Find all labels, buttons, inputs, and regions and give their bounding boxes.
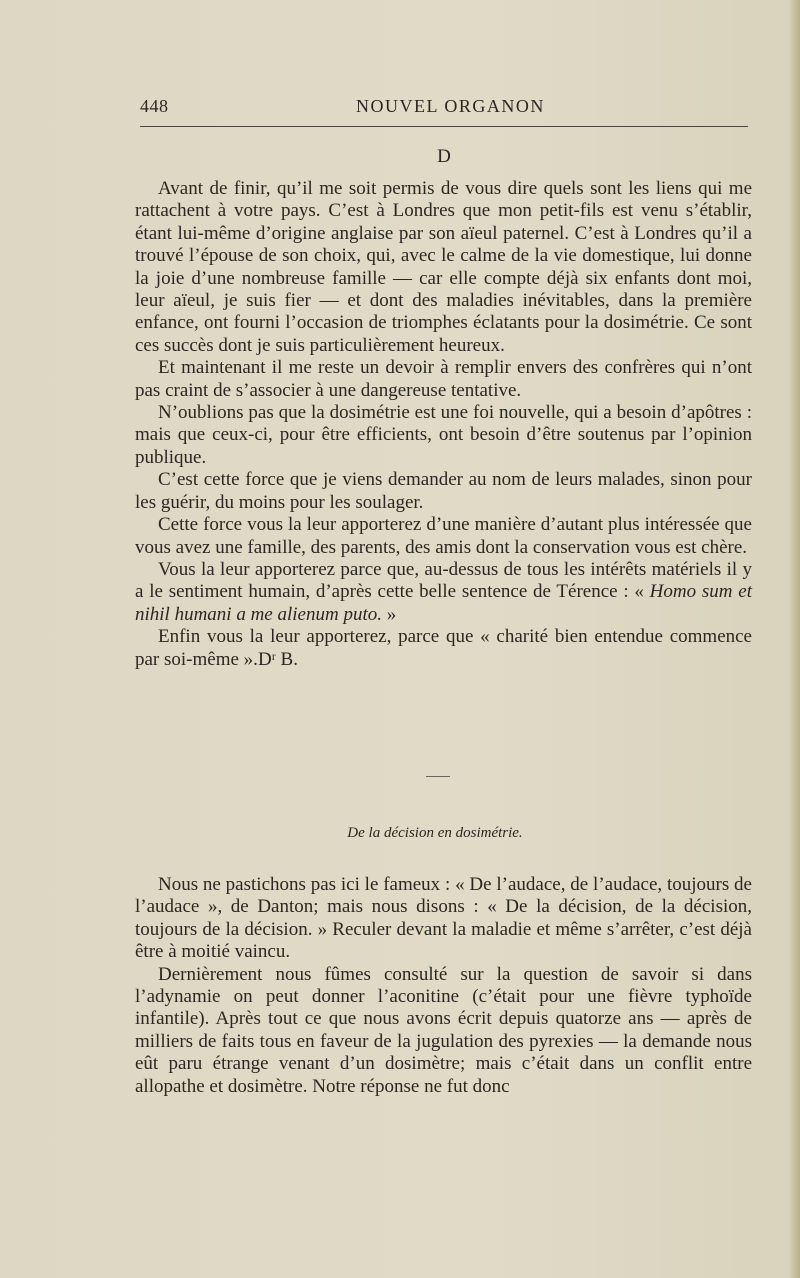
header-rule [140, 126, 748, 127]
signature-letter: D [437, 146, 451, 167]
paragraph: Avant de finir, qu’il me soit permis de vous dire quels sont les liens qui me rattachent à votre pays. C’est à Londres que mon petit-fils est venu s’établir, étant lui-même d’origine anglaise par son aïeul paternel. C’est à Londres qu’il a trouvé l’épouse de son choix, qui, avec le calme de la vie domestique, lui donne la joie d’une nombreuse famille — car elle compte déjà six enfants dont moi, leur aïeul, je suis fier — et dont des maladies inévitables, dans la première enfance, ont fourni l’occasion de triomphes éclatants pour la dosimétrie. Ce sont ces succès dont je suis particulièrement heureux. [135, 178, 752, 356]
paragraph: Cette force vous la leur apporterez d’une manière d’autant plus intéressée que vous avez une famille, des parents, des amis dont la conservation vous est chère. [135, 514, 752, 558]
paragraph [135, 559, 752, 626]
letter-body [135, 178, 752, 671]
paragraph-with-signature [135, 626, 752, 671]
running-header [140, 96, 748, 124]
paragraph: N’oublions pas que la dosimétrie est une foi nouvelle, qui a besoin d’apôtres : mais que ceux-ci, pour être efficients, ont besoin d’être soutenus par l’opinion publique. [135, 402, 752, 468]
section-divider [426, 776, 450, 777]
latin-quote: Homo sum et nihil humani a me alienum puto. [135, 581, 752, 625]
paragraph: Dernièrement nous fûmes consulté sur la question de savoir si dans l’adynamie on peut donner l’aconitine (c’était pour une fièvre typhoïde infantile). Après tout ce que nous avons écrit depuis quatorze ans — après de milliers de faits tous en faveur de la jugulation des pyrexies — la demande nous eût paru étrange venant d’un dosimètre; mais c’était dans un conflit entre allopathe et dosimètre. Notre réponse ne fut donc [135, 963, 752, 1097]
signature: Dʳ B. [257, 648, 298, 670]
section-title: De la décision en dosimétrie. [347, 825, 523, 841]
page-edge-shadow [788, 0, 800, 1278]
quote-close: » [381, 603, 397, 625]
closing-text: Enfin vous la leur apporterez, parce que « charité bien entendue commence par soi-même ». [135, 626, 752, 670]
paragraph: Nous ne pastichons pas ici le fameux : « De l’audace, de l’audace, toujours de l’audace », de Danton; mais nous disons : « De la décision, de la décision, toujours de la décision. » Reculer devant la maladie et même s’arrêter, c’est déjà être à moitié vaincu. [135, 874, 752, 963]
running-title: NOUVEL ORGANON [356, 96, 545, 116]
quote-intro: Vous la leur apporterez parce que, au-dessus de tous les intérêts matériels il y a le sentiment humain, d’après cette belle sentence de Térence : « [135, 558, 752, 603]
page-number: 448 [140, 96, 169, 116]
paragraph: C’est cette force que je viens demander au nom de leurs malades, sinon pour les guérir, du moins pour les soulager. [135, 469, 752, 513]
section-body [135, 874, 752, 1098]
paragraph: Et maintenant il me reste un devoir à remplir envers des confrères qui n’ont pas craint de s’associer à une dangereuse tentative. [135, 357, 752, 401]
